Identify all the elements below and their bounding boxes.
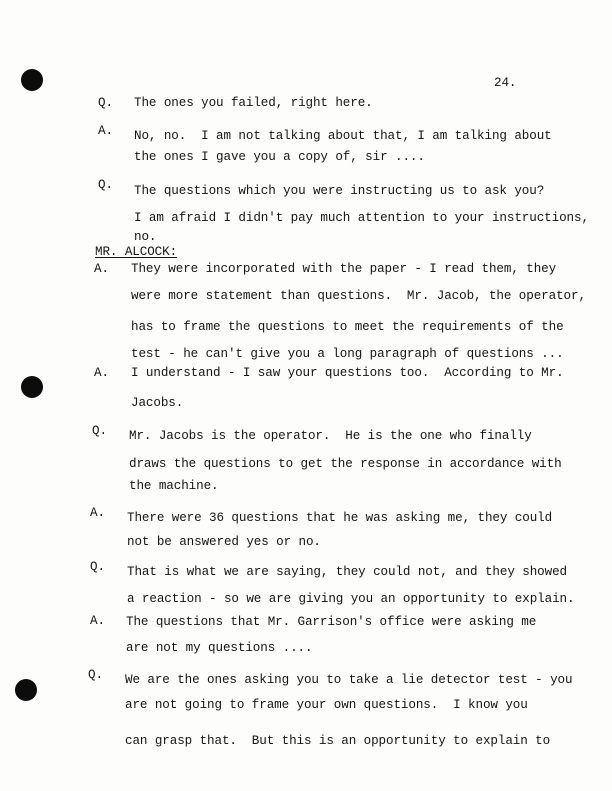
speaker-label: A. [90, 506, 105, 520]
transcript-line: has to frame the questions to meet the requirements of the [131, 320, 564, 334]
speaker-label: A. [94, 366, 109, 380]
transcript-line: The ones you failed, right here. [134, 96, 373, 110]
punch-hole [21, 376, 43, 398]
transcript-line: I understand - I saw your questions too. According to Mr. [131, 366, 564, 380]
speaker-label: Q. [92, 424, 107, 438]
transcript-line: They were incorporated with the paper - I read them, they [131, 262, 557, 276]
speaker-label: Q. [98, 96, 113, 110]
transcript-line: There were 36 questions that he was asking me, they could [127, 511, 553, 525]
transcript-line: Jacobs. [131, 396, 184, 410]
transcript-line: the machine. [129, 479, 219, 493]
transcript-line: not be answered yes or no. [127, 535, 321, 549]
transcript-line: The questions which you were instructing us to ask you? [134, 184, 545, 198]
punch-hole [21, 69, 43, 91]
transcript-line: The questions that Mr. Garrison's office were asking me [126, 615, 537, 629]
transcript-line: We are the ones asking you to take a lie detector test - you [125, 673, 573, 687]
speaker-heading: MR. ALCOCK: [95, 245, 178, 259]
speaker-label: A. [94, 262, 109, 276]
transcript-line: I am afraid I didn't pay much attention to your instructions, [134, 211, 589, 225]
speaker-label: Q. [98, 178, 113, 192]
transcript-line: test - he can't give you a long paragraph of questions ... [131, 347, 564, 361]
speaker-label: A. [98, 124, 113, 138]
transcript-line: were more statement than questions. Mr. Jacob, the operator, [131, 289, 586, 303]
transcript-line: are not my questions .... [126, 641, 313, 655]
speaker-label: Q. [88, 668, 103, 682]
transcript-line: No, no. I am not talking about that, I am talking about [134, 129, 552, 143]
transcript-line: draws the questions to get the response in accordance with [129, 457, 562, 471]
transcript-line: are not going to frame your own questions. I know you [125, 698, 528, 712]
speaker-label: Q. [90, 560, 105, 574]
transcript-line: Mr. Jacobs is the operator. He is the one who finally [129, 429, 532, 443]
transcript-line: the ones I gave you a copy of, sir .... [134, 150, 425, 164]
page-number: 24. [494, 76, 517, 90]
transcript-line: can grasp that. But this is an opportunity to explain to [125, 734, 551, 748]
punch-hole [15, 679, 37, 701]
speaker-label: A. [90, 614, 105, 628]
transcript-line: no. [134, 230, 157, 244]
transcript-line: a reaction - so we are giving you an opportunity to explain. [127, 592, 575, 606]
transcript-line: That is what we are saying, they could not, and they showed [127, 565, 567, 579]
